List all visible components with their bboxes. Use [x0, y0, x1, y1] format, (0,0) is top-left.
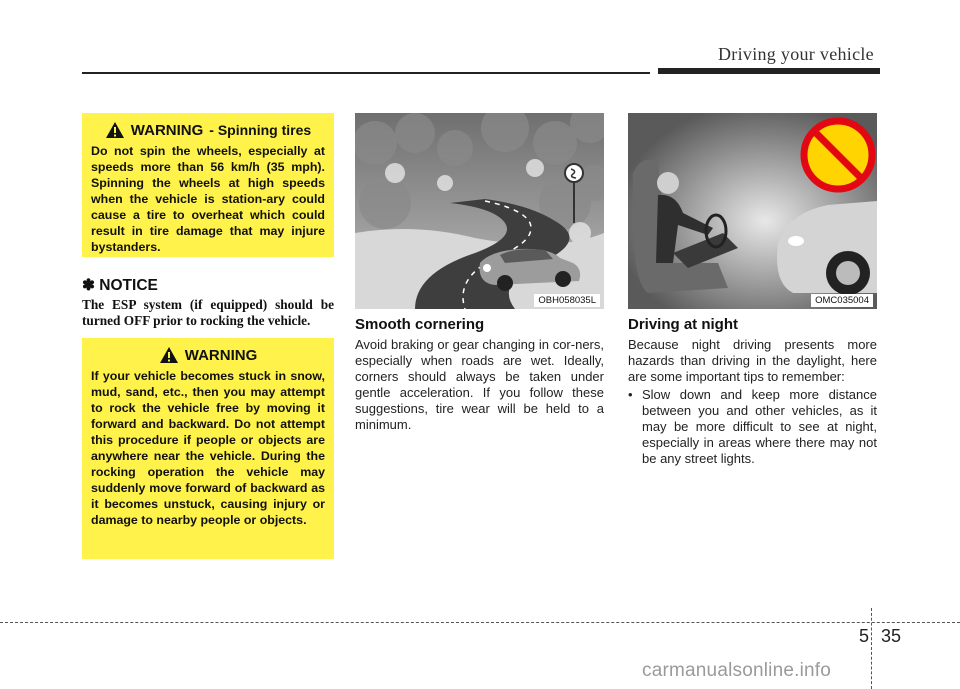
bullet-symbol: • — [628, 387, 633, 402]
watermark: carmanualsonline.info — [642, 660, 832, 681]
warning-heading — [91, 121, 325, 139]
warning-subtitle: - Spinning tires — [209, 122, 312, 138]
winding-road-illustration — [355, 113, 604, 309]
section-text-driving-at-night: Because night driving presents more hazards than driving in the daylight, here are some important tips to remember: — [628, 337, 877, 384]
header-rule-thick — [658, 68, 880, 74]
section-heading-smooth-cornering: Smooth cornering — [355, 316, 485, 333]
figure-night-driving — [628, 113, 877, 309]
figure-caption: OMC035004 — [811, 294, 873, 307]
figure-caption: OBH058035L — [534, 294, 600, 307]
warning-box-spinning-tires — [82, 113, 334, 257]
page-number: 35 — [881, 626, 902, 646]
warning-triangle-icon — [105, 121, 125, 139]
footer-dashed-rule — [0, 622, 960, 623]
figure-winding-road — [355, 113, 604, 309]
section-text-smooth-cornering: Avoid braking or gear changing in cor-ners, especially when roads are wet. Ideally, corners should always be taken under gentle acceleration. If you follow these suggestions, tire wear will be held to a minimum. — [355, 337, 604, 432]
warning-heading — [91, 346, 325, 364]
warning-text: If your vehicle becomes stuck in snow, mud, sand, etc., then you may attempt to rock the vehicle free by moving it forward and backward. Do not attempt this procedure if people or objects are anywhere near the vehicle. During the rocking operation the vehicle may suddenly move forward of backward as it becomes unstuck, causing injury or damage to nearby people or objects. — [91, 369, 325, 527]
footer-vertical-rule — [871, 608, 872, 689]
warning-box-stuck-vehicle — [82, 338, 334, 559]
warning-triangle-icon — [159, 346, 179, 364]
notice-text: The ESP system (if equipped) should be turned OFF prior to rocking the vehicle. — [82, 297, 334, 328]
list-item — [628, 387, 877, 467]
warning-title: WARNING — [184, 346, 258, 364]
chapter-number: 5 — [859, 626, 870, 646]
bullet-text: Slow down and keep more distance between you and other vehicles, as it may be more difficult to see at night, especially in areas where there may not be any street lights. — [642, 387, 877, 466]
notice-title: ✽ NOTICE — [82, 277, 158, 294]
page-header-title: Driving your vehicle — [718, 44, 874, 64]
section-heading-driving-at-night: Driving at night — [628, 316, 738, 333]
night-driving-illustration — [628, 113, 877, 309]
warning-title: WARNING — [130, 121, 204, 139]
header-rule-thin — [82, 72, 650, 74]
warning-text: Do not spin the wheels, especially at speeds more than 56 km/h (35 mph). Spinning the wheels at high speeds when the vehicle is station-ary could cause a tire to overheat which could result in tire damage that may injure bystanders. — [91, 144, 325, 254]
